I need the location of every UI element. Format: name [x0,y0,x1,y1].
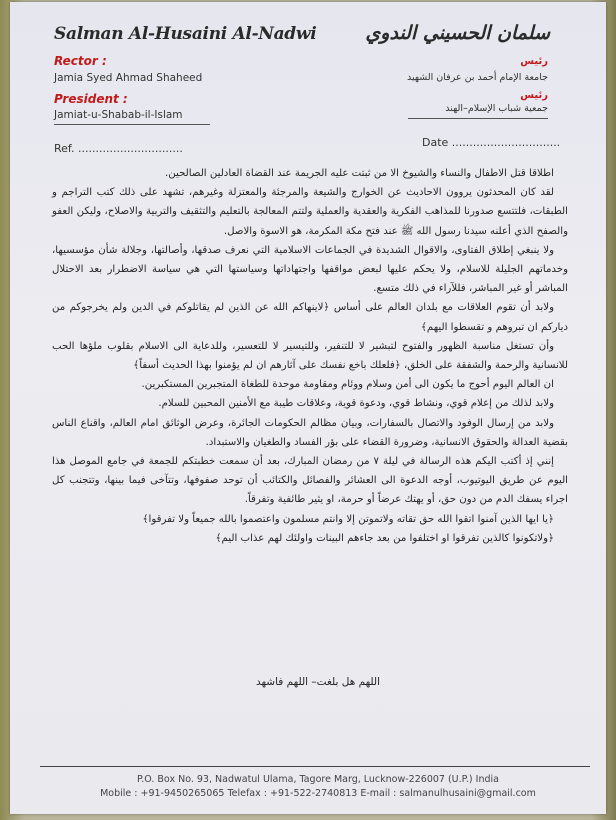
quran-verse: ﴿يا ايها الذين آمنوا اتقوا الله حق تقاته ولاتموتن إلا وانتم مسلمون واعتصموا بالله جميعاً ولا تفرقوا﴾ [142,513,554,525]
date-field: Date ............................... [422,136,561,149]
body-paragraph: اطلاقا قتل الاطفال والنساء والشيوخ الا من ثبتت عليه الجريمة عند القضاة العادلين الصالحين. [165,168,554,179]
letterhead-name-arabic: سلمان الحسيني الندوي [365,22,550,44]
body-paragraph: إنني إذ أكتب اليكم هذه الرسالة في ليلة ٧ من رمضان المبارك، بعد أن سمعت خطبتكم للجمعة في جامع الموصل هذا اليوم عن طريق اليوتيوب، أوجه الدعوة الى العشائر والفصائل والكتائب أن توحد صفوفها، وتتآخى فيما بينها، وتتجنب كل اجراء يسفك الدم من دون حق، أو يهتك عرضاً أو حرمة، او يثير طائفية وتفرقاً. [52,456,568,506]
body-paragraph: ولابد لذلك من إعلام قوي، ونشاط قوي، ودعوة قوية، وعلاقات طيبة مع الأمنين المحبين للسلام. [158,398,554,410]
president-organization: Jamiat-u-Shabab-il-Islam [54,109,183,121]
rector-label-arabic: رئيس [520,56,548,67]
body-paragraph: وأن تستغل مناسبة الظهور والفتوح لتبشير لا للتنفير، وللتيسير لا للتعسير، وللدعاية الى الاسلام بقلوب ملؤها الحب للانسانية والرحمة والشفقة على الخلق، ﴿فلعلك باخع نفسك على آثارهم ان لم يؤمنوا بهذا الحديث أسفاً﴾ [52,340,568,372]
rector-organization-arabic: جامعة الإمام أحمد بن عرفان الشهيد [407,72,548,83]
letter-body [52,164,568,548]
letterhead-name-english: Salman Al-Husaini Al-Nadwi [54,24,317,44]
body-paragraph: ولابد أن تقوم العلاقات مع بلدان العالم على أساس ﴿لاينهاكم الله عن الذين لم يقاتلوكم في الدين ولم يخرجوكم من دياركم ان تبروهم و تقسطوا اليهم﴾ [52,302,568,333]
footer-divider [40,766,590,767]
footer-address: P.O. Box No. 93, Nadwatul Ulama, Tagore Marg, Lucknow-226007 (U.P.) India [137,774,499,785]
footer-contacts: Mobile : +91-9450265065 Telefax : +91-522-2740813 E-mail : salmanulhusaini@gmail.com [100,788,536,799]
quran-verse: ﴿ولاتكونوا كالذين تفرقوا او اختلفوا من بعد جاءهم البينات واولئك لهم عذاب اليم﴾ [215,532,554,544]
president-label-arabic: رئيس [520,90,548,101]
rector-label: Rector : [54,54,107,68]
body-paragraph: ولا ينبغي إطلاق الفتاوى، والاقوال الشديدة في الجماعات الاسلامية التي نعرف صدقها، وأصالتها، وجلالة شأن مؤسسيها، وخدماتهم الجليلة للاسلام، ولا يحكم عليها لبعض مواقفها واجتهاداتها وسياستها التي هي سياسة الاضطرار بعد الاحتلال المباشر أو غير المباشر، فللآراء في ذلك متسع. [52,244,568,295]
president-underline-arabic [408,118,548,119]
body-paragraph: لقد كان المحدثون يروون الاحاديث عن الخوارج والشيعة والمرجئة والمعتزلة وغيرهم، تشهد على ذلك كتب التراجم و الطبقات، فلتتسع صدورنا للمذاهب الفكرية والعقدية والعملية ولتتم المعالجة بالتعليم والتثقيف والتربية والاصلاح، وليكن العفو والصفح الذي أعلنه سيدنا رسول الله ﷺ عند فتح مكة المكرمة، هو الاسوة والاصل. [52,187,568,237]
body-paragraph: ولابد من إرسال الوفود والاتصال بالسفارات، وبيان مظالم الحكومات الجائرة، وعرض الوثائق امام العالم، واقناع الناس بقضية العدالة والحقوق الانسانية، وضرورة القضاء على بؤر الفساد والطغيان والاستبداد. [52,417,568,448]
president-organization-arabic: جمعية شباب الإسلام–الهند [445,103,548,114]
rector-organization: Jamia Syed Ahmad Shaheed [54,72,203,84]
body-paragraph: ان العالم اليوم أحوج ما يكون الى أمن وسلام ووئام ومقاومة موحدة للطغاة المتجبرين المستكبرين. [141,379,554,391]
closing-line: اللهم هل بلغت– اللهم فاشهد [255,676,381,688]
president-label: President : [54,92,128,106]
president-underline [54,124,210,125]
reference-field: Ref. .............................. [54,142,183,155]
letter-page [10,2,606,814]
